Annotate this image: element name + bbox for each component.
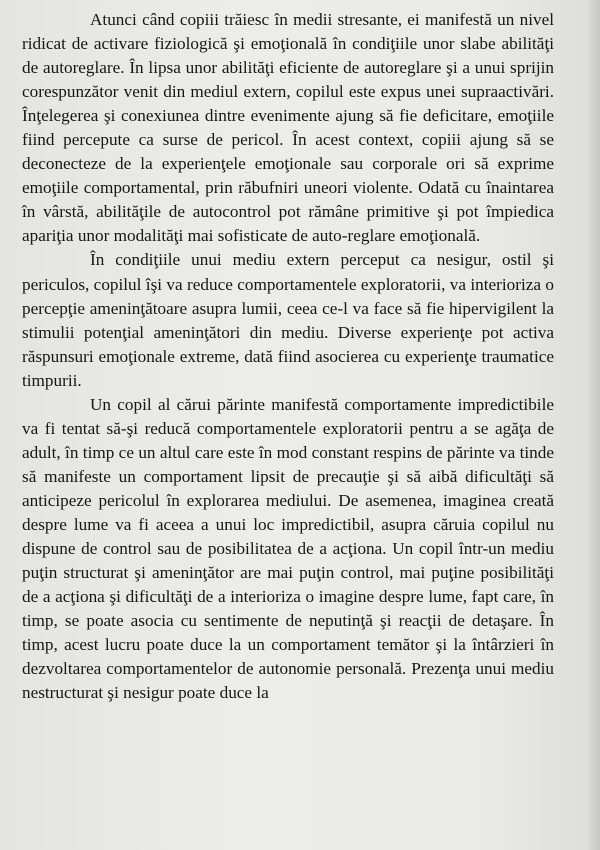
body-text — [22, 8, 554, 705]
page-gutter-shadow — [586, 0, 600, 850]
paragraph-1: Atunci când copiii trăiesc în medii stresante, ei manifestă un nivel ridicat de activare fiziologică şi emoţională în condiţiile unor slabe abilităţi de autoreglare. În lipsa unor abilităţi eficiente de autoreglare şi a unui sprijin corespunzător venit din mediul extern, copilul este expus unei supraactivări. Înţelegerea şi conexiunea dintre evenimente ajung să fie deficitare, emoţiile fiind percepute ca surse de pericol. În acest context, copiii ajung să se deconecteze de la experienţele emoţionale sau corporale ori să exprime emoţiile comportamental, prin răbufniri uneori violente. Odată cu înaintarea în vârstă, abilităţile de autocontrol pot rămâne primitive şi pot împiedica apariţia unor modalităţi mai sofisticate de auto-reglare emoţională. — [22, 10, 554, 246]
paragraph-2: În condiţiile unui mediu extern perceput ca nesigur, ostil şi periculos, copilul îşi va reduce comportamentele exploratorii, va interioriza o percepţie ameninţătoare asupra lumii, ceea ce-l va face să fie hipervigilent la stimulii potenţial ameninţători din mediu. Diverse experienţe pot activa răspunsuri emoţionale extreme, dată fiind asocierea cu experienţe traumatice timpurii. — [22, 250, 554, 390]
paragraph-3: Un copil al cărui părinte manifestă comportamente impredictibile va fi tentat să-şi reducă comportamentele exploratorii pentru a se agăţa de adult, în timp ce un altul care este în mod constant respins de părinte va tinde să manifeste un comportament lipsit de precauţie şi să aibă dificultăţi să anticipeze pericolul în explorarea mediului. De asemenea, imaginea creată despre lume va fi aceea a unui loc impredictibil, asupra căruia copilul nu dispune de control sau de posibilitatea de a acţiona. Un copil într-un mediu puţin structurat şi ameninţător are mai puţin control, mai puţine posibilităţi de a acţiona şi dificultăţi de a interioriza o imagine despre lume, fapt care, în timp, se poate asocia cu sentimente de neputinţă şi reacţii de detaşare. În timp, acest lucru poate duce la un comportament temător şi la întârzieri în dezvoltarea comportamentelor de autonomie personală. Prezenţa unui mediu nestructurat şi nesigur poate duce la — [22, 394, 554, 703]
